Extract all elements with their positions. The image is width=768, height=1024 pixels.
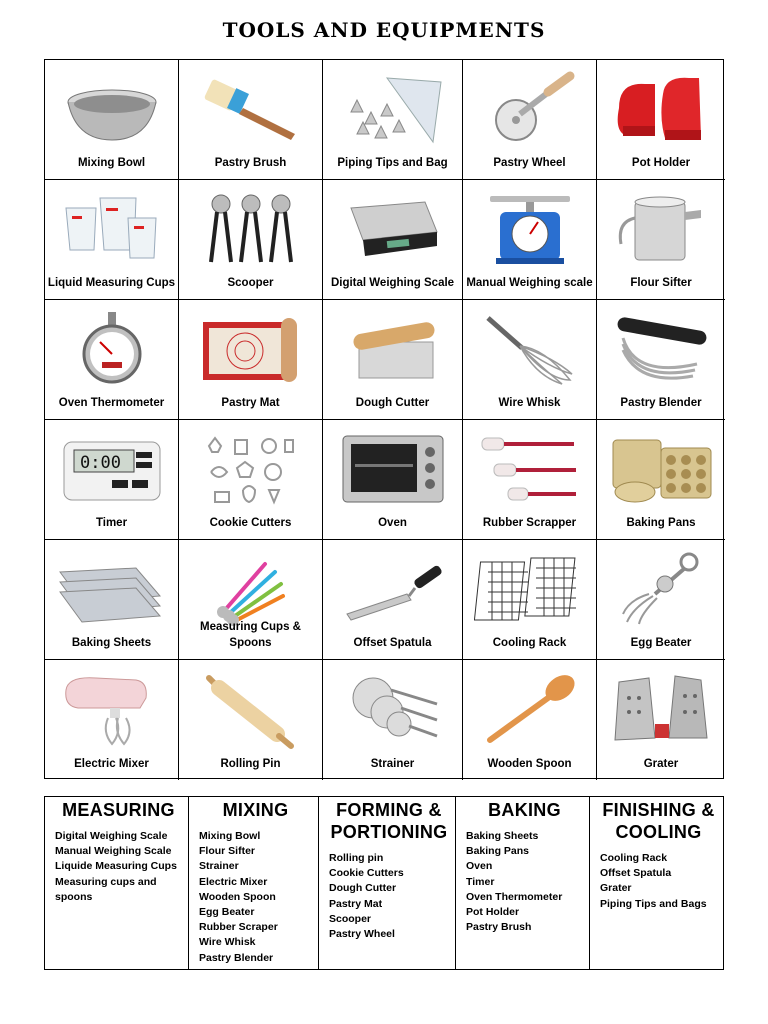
tool-cell [45,540,179,660]
category-item: Cookie Cutters [329,867,404,880]
tool-label: Piping Tips and Bag [337,157,448,169]
tool-cell [597,660,725,780]
tool-label: Strainer [370,758,415,770]
tool-cell [45,300,179,420]
tool-cell [463,60,597,180]
oven-icon [337,428,449,510]
category-table [44,796,724,970]
category-title: FINISHING & COOLING [602,800,715,842]
tool-label: Liquid Measuring Cups [47,277,176,289]
tool-cell [323,660,463,780]
manual-scale-icon [474,188,586,270]
tool-cell [597,540,725,660]
tool-label: Baking Sheets [71,637,152,649]
category-item: Oven [466,860,493,873]
category-item: Egg Beater [199,906,255,919]
piping-bag-icon [337,68,449,150]
tool-label: Scooper [227,277,274,289]
tool-label: Rolling Pin [220,758,281,770]
tool-cell [597,300,725,420]
category-column [189,797,319,969]
category-item: Baking Sheets [466,830,539,842]
tool-cell [179,60,323,180]
tool-label: Pastry Blender [620,397,702,409]
category-list [329,851,449,942]
tool-label: Timer [95,517,128,529]
whisk-icon [474,308,586,390]
category-item: Strainer [199,860,239,873]
tool-cell [45,180,179,300]
tool-label: Cooling Rack [492,637,567,649]
pastry-wheel-icon [474,68,586,150]
tool-label: Flour Sifter [630,277,692,289]
offset-spatula-icon [337,548,449,630]
egg-beater-icon [605,548,717,630]
tool-label: Dough Cutter [355,397,430,409]
timer-icon [56,428,168,510]
category-column [45,797,189,969]
category-list [466,829,583,935]
category-item: Wire Whisk [199,936,256,949]
tool-label: Egg Beater [630,637,692,649]
tool-cell [463,660,597,780]
category-item: Pastry Mat [329,897,383,910]
tool-label: Grater [643,758,679,770]
tools-grid [44,59,724,779]
tool-label: Baking Pans [626,517,696,529]
category-list [199,829,312,966]
tool-label: Oven Thermometer [58,397,165,409]
tool-cell [323,540,463,660]
category-item: Oven Thermometer [466,890,563,903]
pastry-blender-icon [605,308,717,390]
tool-label: Rubber Scrapper [482,517,577,529]
category-item: Manual Weighing Scale [55,845,172,858]
tool-label: Oven [378,517,407,529]
tool-label: Wooden Spoon [487,758,572,770]
wooden-spoon-icon [474,668,586,750]
tool-cell [179,540,323,660]
mixing-bowl-icon [56,68,168,150]
category-item: Wooden Spoon [199,890,276,903]
tool-cell [323,60,463,180]
tool-cell [463,540,597,660]
category-item: Timer [466,875,495,888]
tool-cell [45,420,179,540]
electric-mixer-icon [56,668,168,750]
category-title: MEASURING [62,800,175,820]
tool-cell [323,300,463,420]
category-item: Rubber Scraper [199,921,278,934]
baking-pan-icon [605,428,717,510]
category-item: Pastry Blender [199,951,274,964]
tool-cell [45,60,179,180]
category-item: Dough Cutter [329,882,397,895]
category-item: Grater [600,882,632,895]
tool-label: Offset Spatula [353,637,432,649]
category-column [590,797,723,969]
tool-cell [463,420,597,540]
category-list [55,829,182,905]
category-list [600,851,717,912]
category-item: Pastry Brush [466,921,532,934]
baking-sheet-icon [56,548,168,630]
category-item: Flour Sifter [199,845,256,858]
tool-label: Pastry Wheel [493,157,566,169]
category-column [319,797,456,969]
category-item: Pastry Wheel [329,928,395,941]
measuring-cup-icon [56,188,168,270]
tool-cell [323,180,463,300]
rubber-scraper-icon [474,428,586,510]
category-item: Offset Spatula [600,867,672,880]
tool-cell [179,660,323,780]
pastry-brush-icon [195,68,307,150]
dough-cutter-icon [337,308,449,390]
tool-cell [597,60,725,180]
category-item: Measuring cups and spoons [55,875,157,903]
category-item: Pot Holder [466,906,520,919]
tool-label: Pastry Brush [214,157,287,169]
pot-holder-icon [605,68,717,150]
tool-label: Electric Mixer [74,758,149,770]
category-item: Piping Tips and Bags [600,897,707,910]
tool-label: Digital Weighing Scale [330,277,455,289]
category-item: Scooper [329,912,372,925]
scooper-icon [195,188,307,270]
tool-cell [463,300,597,420]
tool-label: Cookie Cutters [209,517,292,529]
category-title: MIXING [222,800,289,820]
rolling-pin-icon [195,668,307,750]
category-item: Mixing Bowl [199,830,261,842]
category-title: BAKING [488,800,561,820]
flour-sifter-icon [605,188,717,270]
pastry-mat-icon [195,308,307,390]
svg-text:0:00: 0:00 [79,453,121,473]
tool-cell [179,420,323,540]
category-title: FORMING & PORTIONING [330,800,448,842]
grater-icon [605,668,717,750]
page-title: TOOLS AND EQUIPMENTS [222,18,546,42]
thermometer-icon [56,308,168,390]
tool-cell [179,180,323,300]
tool-cell [323,420,463,540]
category-item: Baking Pans [466,845,530,858]
tool-label: Manual Weighing scale [466,277,593,289]
tool-cell [463,180,597,300]
category-item: Electric Mixer [199,875,268,888]
category-item: Digital Weighing Scale [55,830,168,842]
cookie-cutter-icon [195,428,307,510]
tool-label: Pastry Mat [221,397,280,409]
digital-scale-icon [337,188,449,270]
category-item: Rolling pin [329,852,384,864]
tool-label: Pot Holder [631,157,691,169]
category-column [456,797,590,969]
tool-label: Measuring Cups & Spoons [200,621,301,649]
cooling-rack-icon [474,548,586,630]
strainer-icon [337,668,449,750]
tool-cell [597,180,725,300]
tool-label: Wire Whisk [498,397,561,409]
category-item: Cooling Rack [600,852,668,864]
tool-label: Mixing Bowl [77,157,146,169]
category-item: Liquide Measuring Cups [55,860,177,873]
tool-cell [179,300,323,420]
tool-cell [597,420,725,540]
tool-cell [45,660,179,780]
measuring-spoons-icon [195,548,307,630]
